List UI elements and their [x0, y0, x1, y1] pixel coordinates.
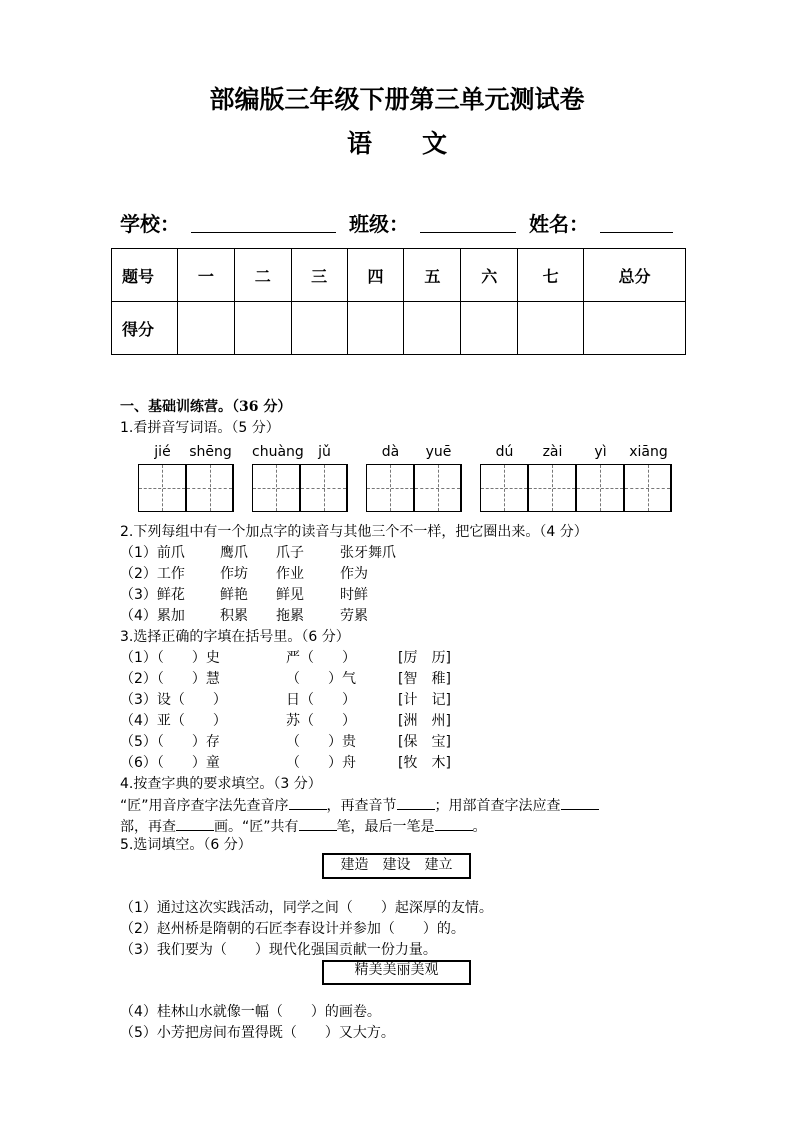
writing-grid-box[interactable] [252, 464, 300, 512]
pinyin-label: xiāng [629, 444, 668, 460]
fill-blank[interactable] [299, 817, 337, 831]
q3-item: （5）（ ）存 [120, 734, 220, 750]
writing-grid-box[interactable] [414, 464, 462, 512]
writing-grid-box[interactable] [528, 464, 576, 512]
question-7-header: 七 [518, 249, 584, 302]
q2-option: 鹰爪 [220, 545, 248, 561]
page-subtitle: 语 文 [346, 129, 447, 158]
q3-item: （ ）舟 [286, 755, 356, 771]
q2-option: 作业 [276, 566, 304, 582]
writing-grid-box[interactable] [576, 464, 624, 512]
score-table [111, 248, 686, 355]
q2-option: 爪子 [276, 545, 304, 561]
q3-item: （6）（ ）童 [120, 755, 220, 771]
q4-line-1: “匠”用音序查字法先查音序 ，再查音节 ；用部首查字法应查 [120, 795, 599, 815]
score-cell[interactable] [461, 302, 518, 355]
class-label: 班级： [349, 212, 409, 236]
q2-option: 劳累 [340, 608, 368, 624]
question-2-header: 二 [234, 249, 291, 302]
writing-grid-box[interactable] [624, 464, 672, 512]
pinyin-label: yuē [425, 444, 452, 460]
total-score-header: 总分 [584, 249, 686, 302]
score-cell[interactable] [404, 302, 461, 355]
q3-choices: [计 记] [398, 692, 451, 708]
fill-blank[interactable] [176, 817, 214, 831]
score-cell[interactable] [584, 302, 686, 355]
pinyin-label: zài [542, 444, 563, 460]
q2-option: 积累 [220, 608, 248, 624]
q2-option: （4）累加 [120, 608, 185, 624]
q3-item: 日（ ） [286, 692, 356, 708]
score-row-label: 得分 [112, 302, 178, 355]
question-6-header: 六 [461, 249, 518, 302]
name-blank[interactable] [600, 232, 673, 233]
q2-option: 鲜艳 [220, 587, 248, 603]
class-blank[interactable] [420, 232, 516, 233]
writing-grid-box[interactable] [138, 464, 186, 512]
pinyin-label: jié [154, 444, 171, 460]
question-5-header: 五 [404, 249, 461, 302]
fill-blank[interactable] [289, 796, 327, 810]
q3-item: （4）亚（ ） [120, 713, 227, 729]
fill-blank[interactable] [561, 796, 599, 810]
q2-option: 作为 [340, 566, 368, 582]
writing-grid-box[interactable] [300, 464, 348, 512]
name-label: 姓名： [529, 212, 589, 236]
fill-blank[interactable] [397, 796, 435, 810]
word-choice-box-2: 精美美丽美观 [322, 960, 471, 985]
pinyin-label: dà [381, 444, 400, 460]
q2-option: 拖累 [276, 608, 304, 624]
q2-option: 张牙舞爪 [340, 545, 396, 561]
school-blank[interactable] [191, 232, 336, 233]
q3-choices: [保 宝] [398, 734, 451, 750]
score-cell[interactable] [518, 302, 584, 355]
q5-sentence: （1）通过这次实践活动，同学之间（ ）起深厚的友情。 [120, 900, 493, 916]
pinyin-label: dú [495, 444, 514, 460]
q3-item: （ ）贵 [286, 734, 356, 750]
q5-sentence: （5）小芳把房间布置得既（ ）又大方。 [120, 1025, 395, 1041]
question-number-header: 题号 [112, 249, 178, 302]
q3-choices: [牧 木] [398, 755, 451, 771]
pinyin-label: yì [594, 444, 607, 460]
q2-option: 鲜见 [276, 587, 304, 603]
q2-option: （3）鲜花 [120, 587, 185, 603]
writing-grid-box[interactable] [186, 464, 234, 512]
page-title: 部编版三年级下册第三单元测试卷 [209, 85, 585, 114]
q3-choices: [智 稚] [398, 671, 451, 687]
question-3-header: 三 [291, 249, 347, 302]
q3-title: 3.选择正确的字填在括号里。（6 分） [120, 629, 350, 645]
q3-item: （1）（ ）史 [120, 650, 220, 666]
q2-title: 2.下列每组中有一个加点字的读音与其他三个不一样，把它圈出来。（4 分） [120, 524, 588, 540]
school-label: 学校： [120, 212, 180, 236]
q3-item: 苏（ ） [286, 713, 356, 729]
writing-grid-box[interactable] [480, 464, 528, 512]
q5-sentence: （2）赵州桥是隋朝的石匠李春设计并参加（ ）的。 [120, 921, 465, 937]
q2-option: 作坊 [220, 566, 248, 582]
writing-grid-box[interactable] [366, 464, 414, 512]
q3-item: （ ）气 [286, 671, 356, 687]
pinyin-label: shēng [189, 444, 232, 460]
score-cell[interactable] [347, 302, 404, 355]
q1-title: 1.看拼音写词语。（5 分） [120, 420, 280, 436]
q3-choices: [厉 历] [398, 650, 451, 666]
q3-item: （3）设（ ） [120, 692, 227, 708]
pinyin-label: chuàng [252, 444, 304, 460]
pinyin-label: jǔ [318, 444, 331, 460]
section-1-heading: 一、基础训练营。（36 分） [120, 399, 292, 415]
q4-title: 4.按查字典的要求填空。（3 分） [120, 776, 322, 792]
q2-option: 时鲜 [340, 587, 368, 603]
score-cell[interactable] [234, 302, 291, 355]
q4-line-2: 部，再查 画。“匠”共有 笔，最后一笔是 。 [120, 819, 487, 835]
q5-title: 5.选词填空。（6 分） [120, 837, 252, 853]
question-1-header: 一 [177, 249, 234, 302]
score-cell[interactable] [291, 302, 347, 355]
word-choice-box-1: 建造 建设 建立 [322, 853, 471, 879]
q2-option: （2）工作 [120, 566, 185, 582]
fill-blank[interactable] [435, 817, 473, 831]
q5-sentence: （3）我们要为（ ）现代化强国贡献一份力量。 [120, 942, 437, 958]
q3-choices: [洲 州] [398, 713, 451, 729]
q2-option: （1）前爪 [120, 545, 185, 561]
q3-item: 严（ ） [286, 650, 356, 666]
score-cell[interactable] [177, 302, 234, 355]
q3-item: （2）（ ）慧 [120, 671, 220, 687]
question-4-header: 四 [347, 249, 404, 302]
q5-sentence: （4）桂林山水就像一幅（ ）的画卷。 [120, 1004, 381, 1020]
